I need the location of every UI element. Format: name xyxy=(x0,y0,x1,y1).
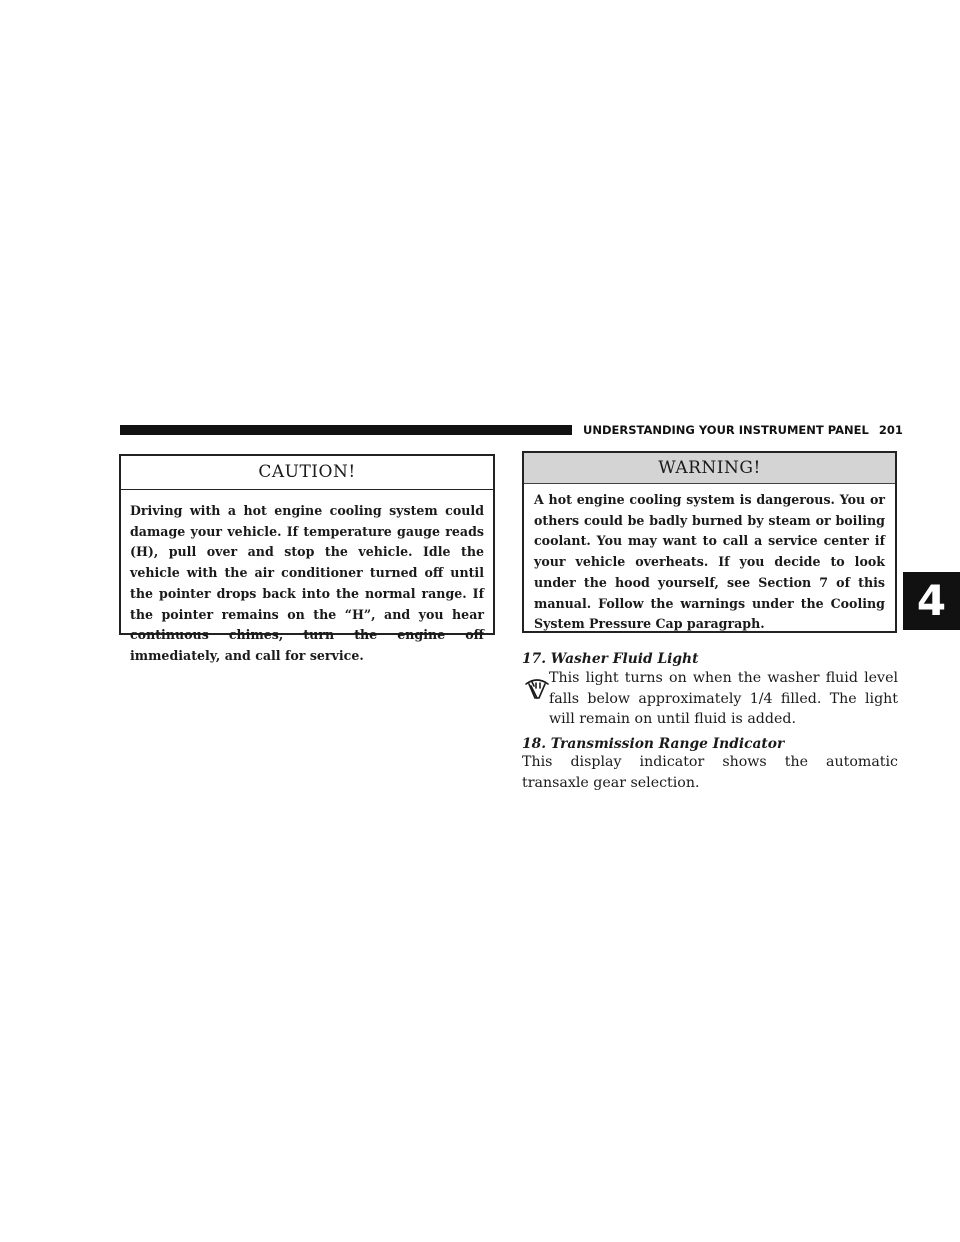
transmission-range-indicator-text: This display indicator shows the automatic transaxle gear selection. xyxy=(522,754,898,791)
transmission-range-indicator-heading: 18. Transmission Range Indicator xyxy=(522,736,785,752)
running-header xyxy=(583,422,903,438)
warning-title: WARNING! xyxy=(524,453,895,484)
caution-body: Driving with a hot engine cooling system could damage your vehicle. If temperature gauge reads (H), pull over and stop the vehicle. Idle the vehicle with the air conditioner turned off until the pointer drops back into the normal range. If the pointer remains on the “H”, and you hear continuous chimes, turn the engine off immediately, and call for service. xyxy=(130,503,484,663)
caution-box xyxy=(119,454,495,663)
washer-fluid-light-text: This light turns on when the washer fluid level falls below approximately 1/4 filled. The light will remain on until fluid is added. xyxy=(549,670,898,728)
section-title: UNDERSTANDING YOUR INSTRUMENT PANEL xyxy=(583,423,869,437)
warning-body: A hot engine cooling system is dangerous. You or others could be badly burned by steam or boiling coolant. You may want to call a service center if your vehicle overheats. If you decide to look under the hood yourself, see Section 7 of this manual. Follow the warnings under the Cooling System Pressure Cap paragraph. xyxy=(534,492,885,632)
washer-fluid-light-heading: 17. Washer Fluid Light xyxy=(522,651,699,667)
chapter-tab: 4 xyxy=(903,572,960,630)
warning-box xyxy=(522,451,897,633)
washer-fluid-icon xyxy=(522,673,552,703)
header-rule xyxy=(120,425,572,435)
caution-title: CAUTION! xyxy=(121,456,493,490)
page-number: 201 xyxy=(878,423,903,437)
